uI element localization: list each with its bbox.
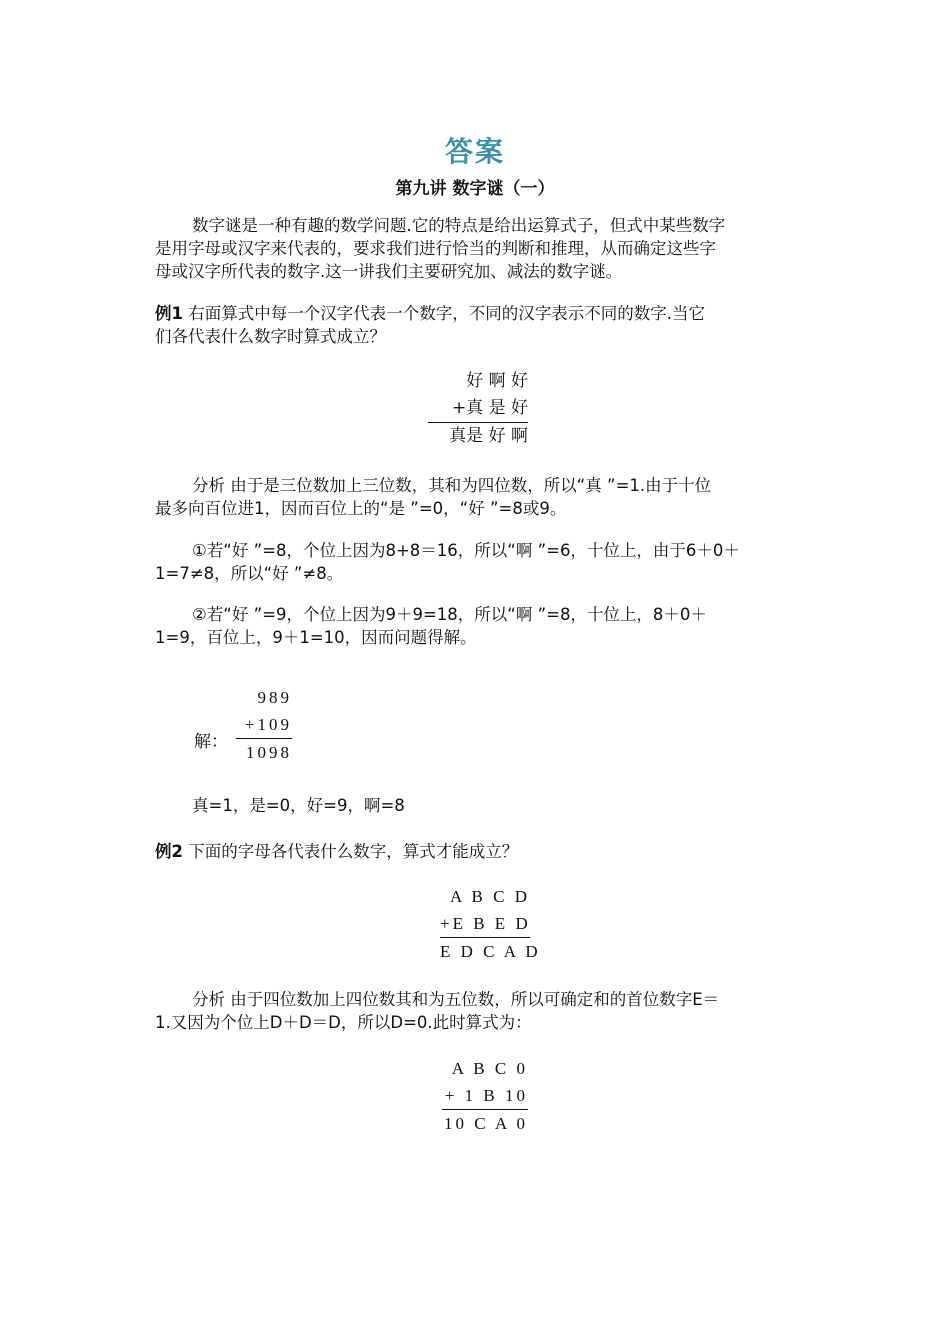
- example1-equation: [428, 368, 528, 450]
- example1-case1: [155, 539, 805, 585]
- example2-question: [155, 840, 805, 863]
- equation-row: + 1 B 10: [444, 1086, 528, 1105]
- intro-line: 母或汉字所代表的数字.这一讲我们主要研究加、减法的数字谜。: [155, 262, 623, 281]
- equation-row: 好 啊 好: [466, 371, 528, 391]
- equation-result: E D C A D: [440, 937, 530, 965]
- example1-label: 例1: [155, 304, 183, 323]
- example1-question-line: 右面算式中每一个汉字代表一个数字，不同的汉字表示不同的数字.当它: [188, 304, 705, 323]
- case-line: ①若“好 ”=8，个位上因为8+8＝16，所以“啊 ”=6，十位上，由于6＋0＋: [192, 541, 740, 560]
- example2-equation2: [442, 1055, 528, 1137]
- example1-question-line: 们各代表什么数字时算式成立？: [155, 327, 386, 346]
- solution-equation: [236, 684, 292, 766]
- solution-label: 解：: [194, 732, 228, 752]
- equation-result: 真是 好 啊: [428, 422, 528, 450]
- example2-label: 例2: [155, 842, 183, 861]
- case-line: 1=7≠8，所以“好 ”≠8。: [155, 564, 344, 583]
- intro-paragraph: [155, 214, 805, 283]
- example2-question-text: 下面的字母各代表什么数字，算式才能成立？: [188, 842, 519, 861]
- analysis-line: 最多向百位进1，因而百位上的“是 ”=0，“好 ”=8或9。: [155, 499, 567, 518]
- case-line: ②若“好 ”=9，个位上因为9＋9=18，所以“啊 ”=8，十位上，8＋0＋: [192, 605, 707, 624]
- equation-row: 989: [257, 688, 292, 707]
- analysis-line: 1.又因为个位上D＋D＝D，所以D=0.此时算式为：: [155, 1013, 532, 1032]
- equation-row: +E B E D: [440, 914, 531, 933]
- example1-answer: 真=1，是=0，好=9，啊=8: [192, 796, 405, 815]
- lesson-subtitle: 第九讲 数字谜（一）: [395, 179, 555, 199]
- example1-question: [155, 302, 805, 348]
- example2-equation: [440, 883, 541, 965]
- example1-analysis: [155, 474, 805, 520]
- analysis-line: 分析 由于四位数加上四位数其和为五位数，所以可确定和的首位数字E＝: [192, 990, 720, 1009]
- intro-line: 是用字母或汉字来代表的，要求我们进行恰当的判断和推理，从而确定这些字: [155, 239, 716, 258]
- equation-result: 1098: [236, 738, 292, 766]
- intro-line: 数字谜是一种有趣的数学问题.它的特点是给出运算式子，但式中某些数字: [192, 216, 726, 235]
- page-title: 答案: [444, 135, 505, 168]
- analysis-line: 分析 由于是三位数加上三位数，其和为四位数，所以“真 ”=1.由于十位: [192, 476, 712, 495]
- example2-analysis: [155, 988, 805, 1034]
- equation-result: 10 C A 0: [442, 1109, 528, 1137]
- equation-row: A B C 0: [451, 1059, 528, 1078]
- case-line: 1=9，百位上，9＋1=10，因而问题得解。: [155, 628, 477, 647]
- equation-row: A B C D: [449, 887, 530, 906]
- example1-case2: [155, 603, 805, 649]
- equation-row: +真 是 好: [451, 398, 528, 418]
- equation-row: +109: [244, 715, 292, 734]
